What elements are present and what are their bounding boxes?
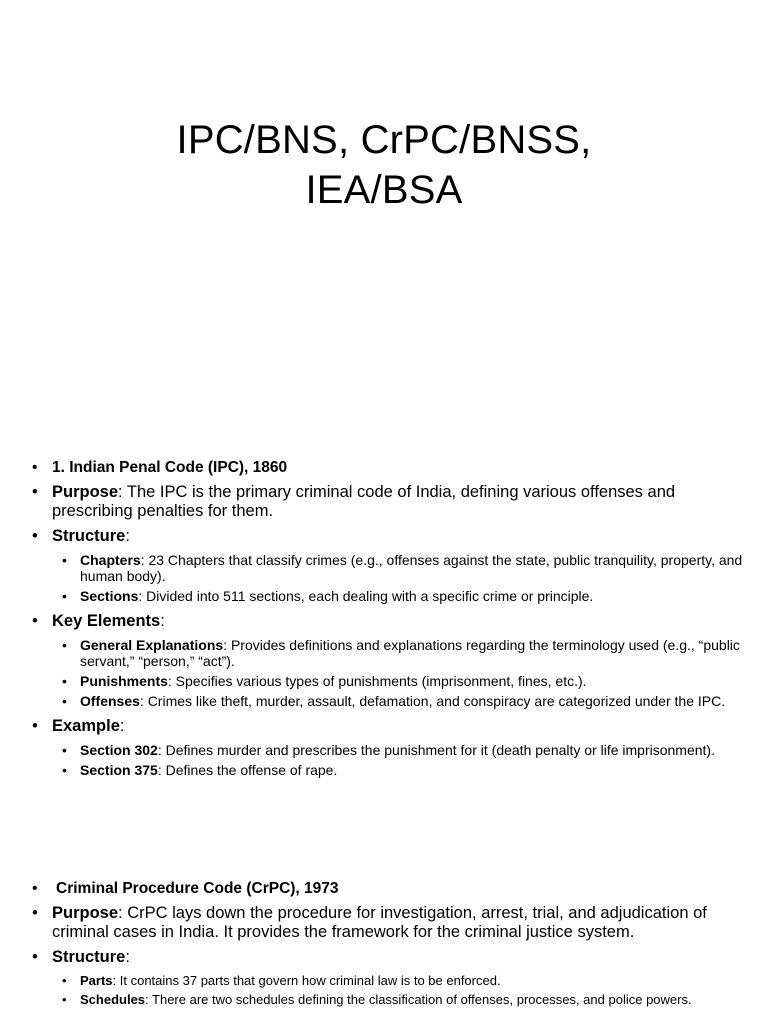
- ipc-key-item: • Punishments: Specifies various types of punishments (imprisonment, fines, etc.).: [30, 673, 760, 689]
- ipc-section: [30, 458, 760, 786]
- crpc-section: [30, 879, 760, 1015]
- page-title: [0, 115, 768, 215]
- page-title-line-1: IPC/BNS, CrPC/BNSS,: [176, 118, 592, 162]
- ipc-example-list: [30, 742, 760, 778]
- ipc-structure-item: • Sections: Divided into 511 sections, each dealing with a specific crime or principle.: [30, 588, 760, 604]
- ipc-purpose: [30, 483, 760, 521]
- ipc-structure-list: [30, 552, 760, 604]
- ipc-purpose-text: : The IPC is the primary criminal code of India, defining various offenses and prescribing penalties for them.: [52, 483, 676, 520]
- ipc-example: • Example:: [30, 717, 760, 736]
- ipc-structure-label: Structure: [52, 527, 126, 545]
- crpc-structure-item: • Parts: It contains 37 parts that govern how criminal law is to be enforced.: [30, 973, 760, 988]
- ipc-example-item: • Section 302: Defines murder and prescribes the punishment for it (death penalty or life imprisonment).: [30, 742, 760, 758]
- ipc-example-label: Example: [52, 717, 120, 735]
- crpc-structure-item: • Schedules: There are two schedules defining the classification of offenses, processes, and police powers.: [30, 992, 760, 1007]
- crpc-structure-list: [30, 973, 760, 1007]
- page-title-line-2: IEA/BSA: [305, 168, 463, 212]
- crpc-heading: • Criminal Procedure Code (CrPC), 1973: [30, 879, 760, 898]
- ipc-example-item: • Section 375: Defines the offense of rape.: [30, 762, 760, 778]
- ipc-purpose-label: Purpose: [52, 483, 119, 501]
- ipc-structure-item: • Chapters: 23 Chapters that classify crimes (e.g., offenses against the state, public tranquility, property, and human body).: [30, 552, 760, 584]
- ipc-structure: • Structure:: [30, 527, 760, 546]
- ipc-key-elements-label: Key Elements: [52, 612, 161, 630]
- ipc-key-elements-list: [30, 637, 760, 709]
- crpc-structure: • Structure:: [30, 948, 760, 967]
- crpc-purpose-text: : CrPC lays down the procedure for investigation, arrest, trial, and adjudication of criminal cases in India. It provides the framework for the criminal justice system.: [52, 904, 707, 941]
- crpc-structure-label: Structure: [52, 948, 126, 966]
- crpc-purpose-label: Purpose: [52, 904, 119, 922]
- ipc-key-elements: • Key Elements:: [30, 612, 760, 631]
- ipc-key-item: • Offenses: Crimes like theft, murder, assault, defamation, and conspiracy are categorized under the IPC.: [30, 693, 760, 709]
- crpc-purpose: [30, 904, 760, 942]
- ipc-key-item: • General Explanations: Provides definitions and explanations regarding the terminology used (e.g., “public servant,” “person,” “act”).: [30, 637, 760, 669]
- ipc-heading: • 1. Indian Penal Code (IPC), 1860: [30, 458, 760, 477]
